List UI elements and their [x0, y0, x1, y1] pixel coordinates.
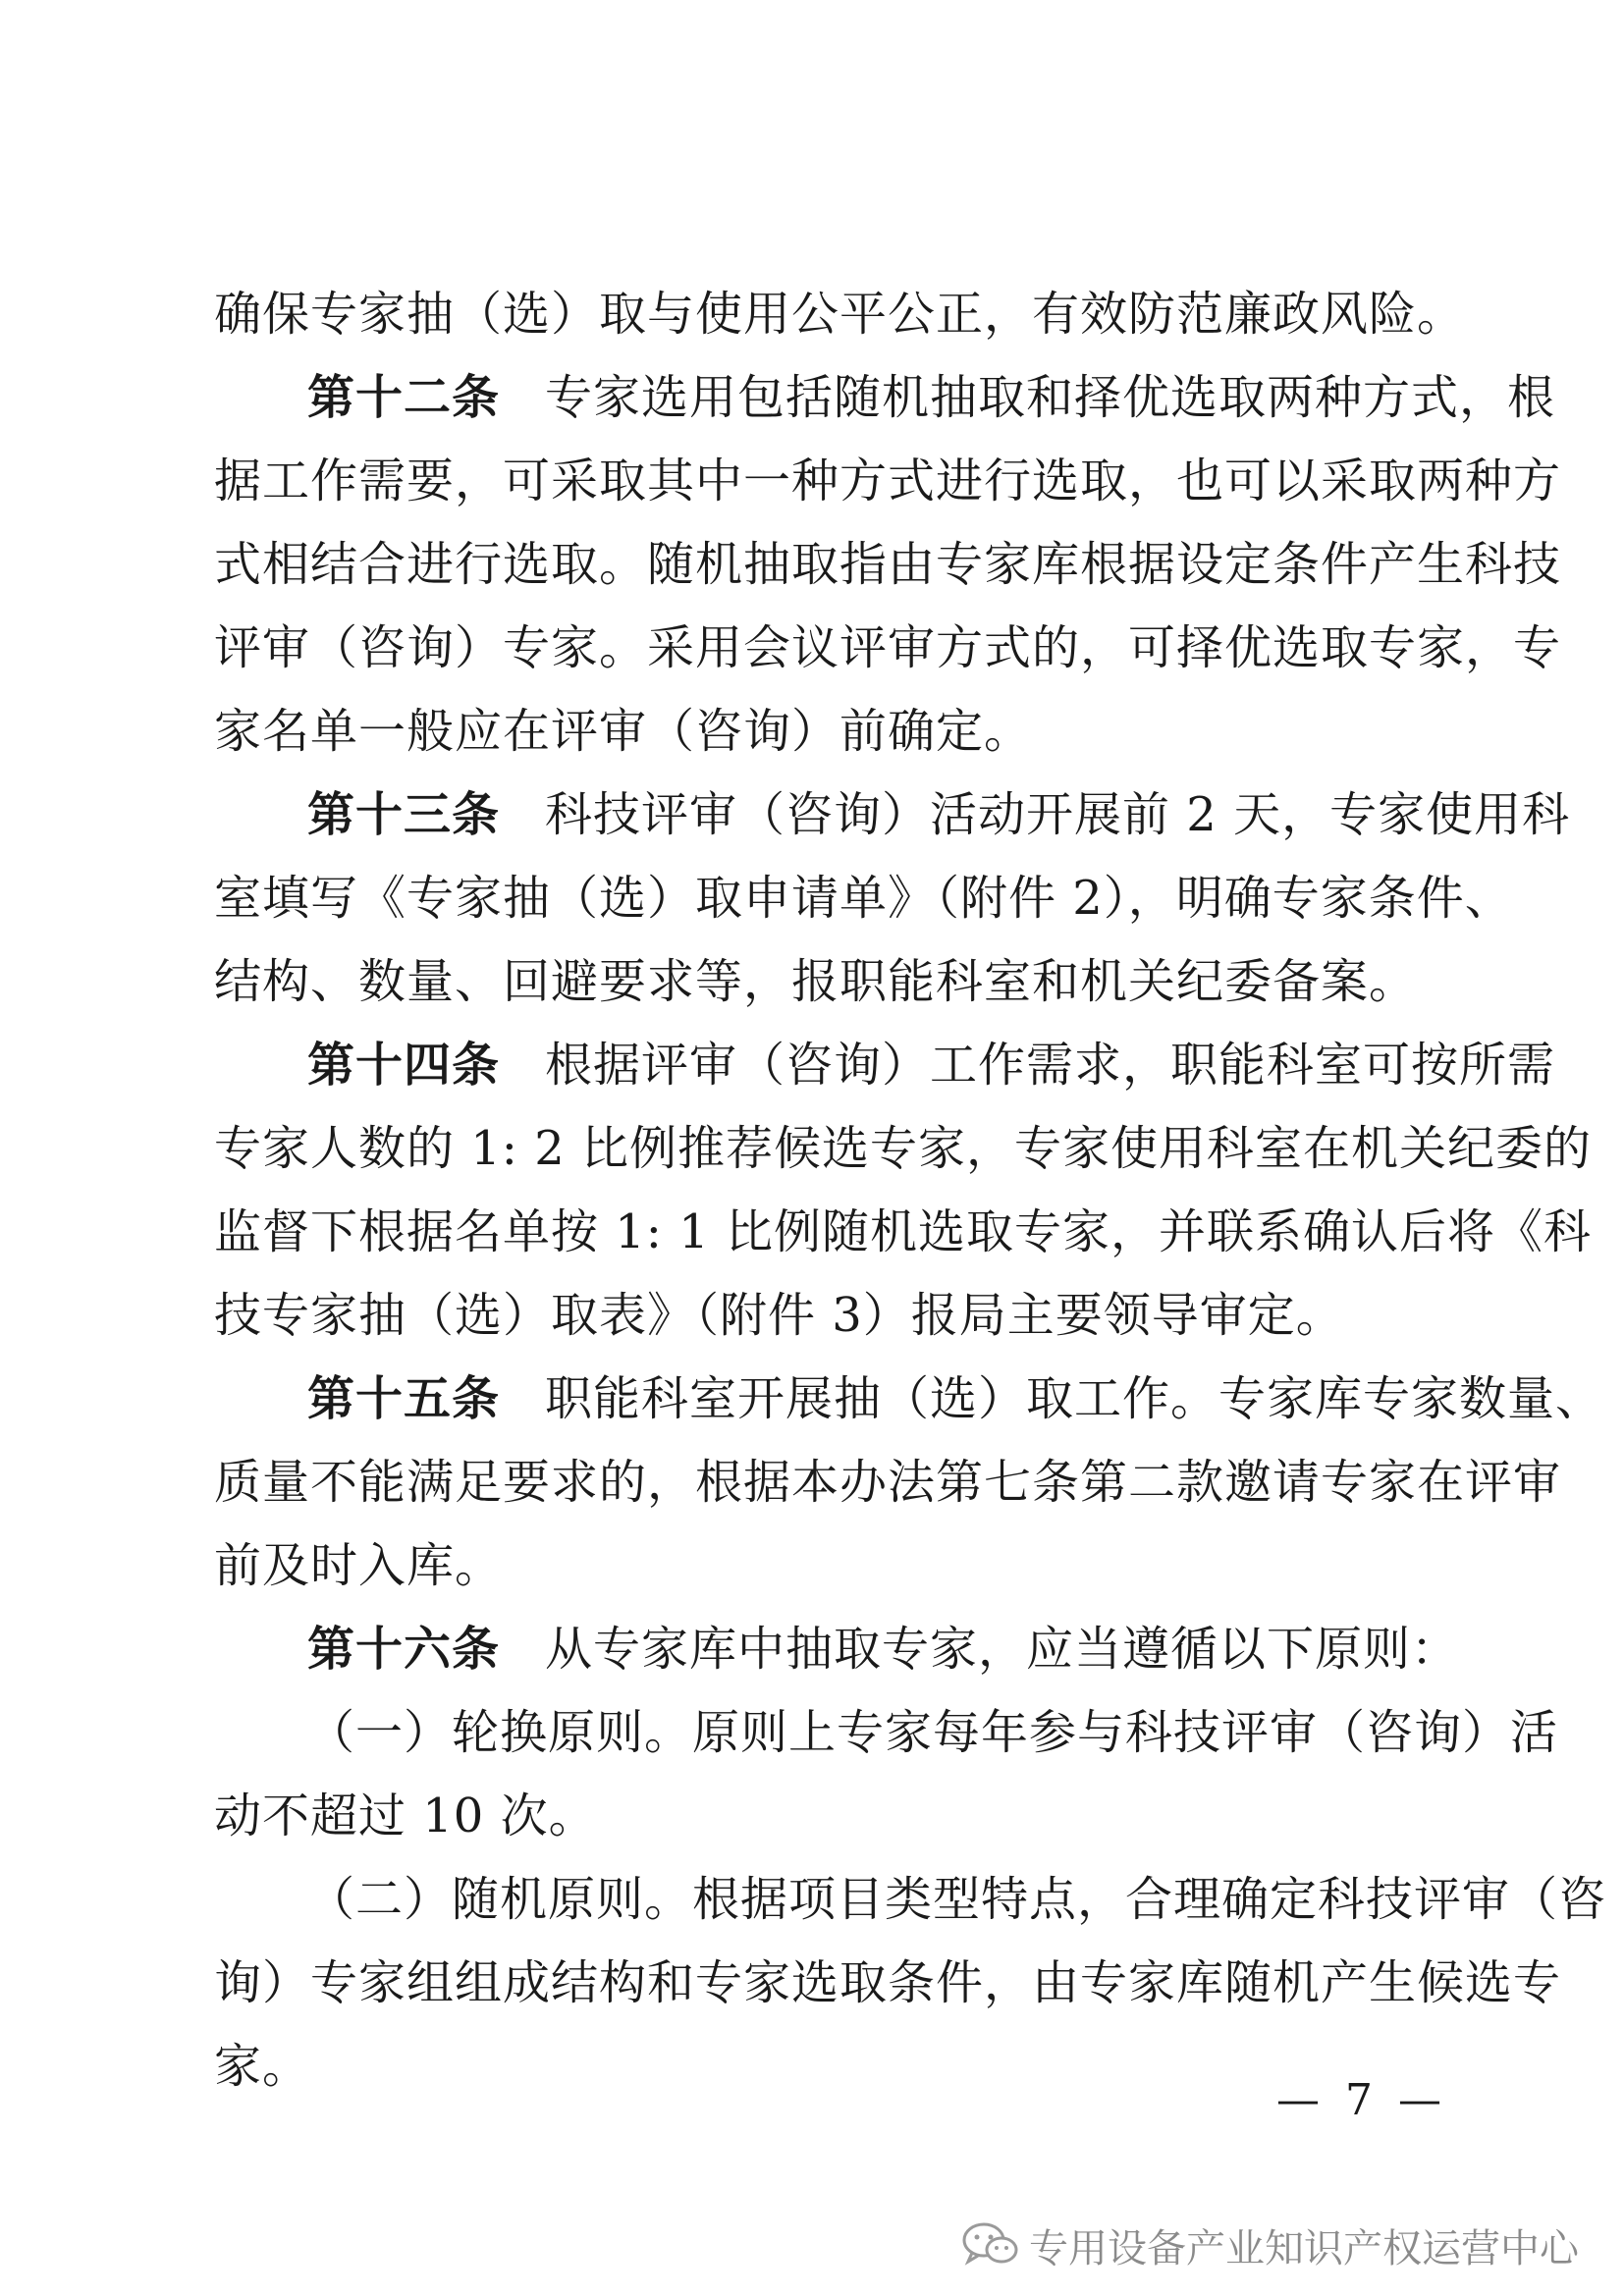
body-line: [307, 1865, 1606, 1934]
body-line: [214, 614, 1561, 682]
article-label: 第十二条: [307, 370, 501, 425]
line-text: 确保专家抽（选）取与使用公平公正，有效防范廉政风险。: [214, 287, 1466, 342]
line-text: 前及时入库。: [214, 1538, 504, 1593]
article-heading-line: [307, 1615, 1459, 1683]
body-line: [214, 1949, 1561, 2017]
body-line: [214, 447, 1561, 515]
article-label: 第十六条: [307, 1622, 501, 1677]
line-text: 根据评审（咨询）工作需求，职能科室可按所需: [545, 1038, 1556, 1093]
body-line: [214, 947, 1417, 1016]
line-text: 据工作需要，可采取其中一种方式进行选取，也可以采取两种方: [214, 454, 1562, 508]
body-line: [214, 1198, 1592, 1266]
line-text: 式相结合进行选取。随机抽取指由专家库根据设定条件产生科技: [214, 537, 1562, 592]
line-text: 技专家抽（选）取表》（附件 3）报局主要领导审定。: [214, 1288, 1344, 1343]
body-line: [214, 864, 1513, 933]
body-line: [307, 1698, 1558, 1767]
article-heading-line: [307, 1364, 1603, 1433]
article-label: 第十四条: [307, 1038, 501, 1093]
article-heading-line: [307, 1031, 1555, 1099]
body-line: [214, 1531, 503, 1600]
line-text: 从专家库中抽取专家，应当遵循以下原则：: [545, 1622, 1460, 1677]
body-line: [214, 1782, 597, 1850]
line-text: 专家选用包括随机抽取和择优选取两种方式，根: [545, 370, 1556, 425]
line-text: 科技评审（咨询）活动开展前 2 天，专家使用科: [545, 787, 1571, 842]
watermark-text: 专用设备产业知识产权运营中心: [1029, 2225, 1579, 2271]
line-text: 质量不能满足要求的，根据本办法第七条第二款邀请专家在评审: [214, 1455, 1562, 1510]
body-line: [214, 1281, 1344, 1350]
line-text: 结构、数量、回避要求等，报职能科室和机关纪委备案。: [214, 954, 1418, 1009]
watermark: [962, 2220, 1579, 2269]
line-text: 家。: [214, 2039, 311, 2094]
body-line: [214, 1448, 1561, 1517]
line-text: 家名单一般应在评审（咨询）前确定。: [214, 704, 1033, 759]
line-text: （二）随机原则。根据项目类型特点，合理确定科技评审（咨: [307, 1872, 1607, 1927]
body-line: [214, 1114, 1592, 1183]
body-line: [214, 280, 1465, 348]
line-text: （一）轮换原则。原则上专家每年参与科技评审（咨询）活: [307, 1705, 1559, 1760]
line-text: 职能科室开展抽（选）取工作。专家库专家数量、: [545, 1371, 1604, 1426]
line-text: 专家人数的 1: 2 比例推荐候选专家，专家使用科室在机关纪委的: [214, 1121, 1593, 1176]
line-text: 评审（咨询）专家。采用会议评审方式的，可择优选取专家，专: [214, 620, 1562, 675]
body-line: [214, 697, 1032, 766]
article-label: 第十三条: [307, 787, 501, 842]
body-line: [214, 2032, 310, 2101]
line-text: 动不超过 10 次。: [214, 1789, 597, 1843]
page-number: — 7 —: [1276, 2075, 1447, 2125]
article-heading-line: [307, 363, 1555, 432]
article-label: 第十五条: [307, 1371, 501, 1426]
line-text: 室填写《专家抽（选）取申请单》（附件 2），明确专家条件、: [214, 871, 1513, 926]
article-heading-line: [307, 780, 1570, 849]
line-text: 监督下根据名单按 1: 1 比例随机选取专家，并联系确认后将《科: [214, 1204, 1593, 1259]
wechat-icon: [962, 2222, 1019, 2268]
line-text: 询）专家组组成结构和专家选取条件，由专家库随机产生候选专: [214, 1955, 1562, 2010]
body-line: [214, 530, 1561, 599]
